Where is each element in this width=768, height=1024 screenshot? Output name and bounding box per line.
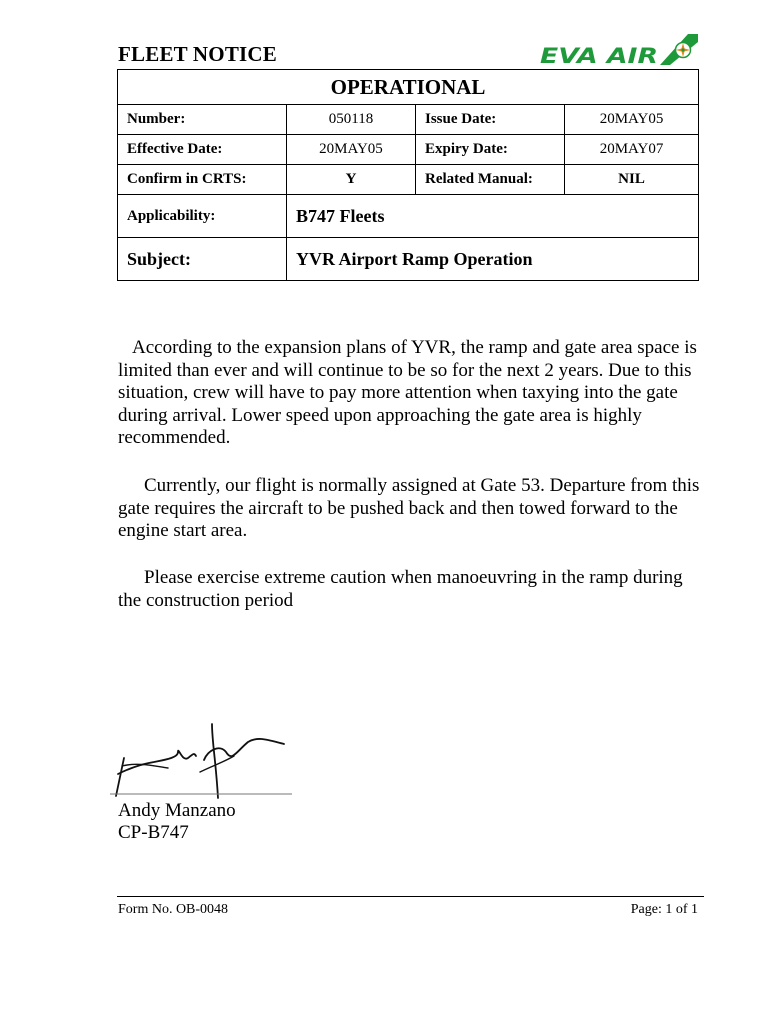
applicability-value: B747 Fleets	[287, 195, 699, 238]
table-row	[118, 135, 699, 165]
notice-type: OPERATIONAL	[118, 70, 699, 105]
body-paragraph: Currently, our flight is normally assigned at Gate 53. Departure from this gate requires the aircraft to be pushed back and then towed forward to the engine start area.	[118, 475, 700, 541]
subject-label: Subject:	[118, 238, 287, 281]
subject-value: YVR Airport Ramp Operation	[287, 238, 699, 281]
table-row	[118, 195, 699, 238]
related-manual-label: Related Manual:	[416, 165, 565, 195]
expiry-date-value: 20MAY07	[565, 135, 699, 165]
logo-wordmark: EVA AIR	[540, 44, 658, 68]
body-paragraph: According to the expansion plans of YVR, the ramp and gate area space is limited than ever and will continue to be so for the next 2 years. Due to this situation, crew will have to pay more attention when taxying into the gate during arrival. Lower speed upon approaching the gate area is highly recommended.	[118, 337, 697, 448]
signature-image	[108, 722, 298, 802]
eva-air-logo	[538, 30, 700, 70]
related-manual-value: NIL	[565, 165, 699, 195]
issue-date-value: 20MAY05	[565, 105, 699, 135]
signatory-name: Andy Manzano	[118, 800, 236, 821]
effective-date-label: Effective Date:	[118, 135, 287, 165]
notice-info-table	[117, 69, 699, 281]
logo-emblem-icon	[660, 34, 698, 65]
number-label: Number:	[118, 105, 287, 135]
confirm-crts-label: Confirm in CRTS:	[118, 165, 287, 195]
table-row	[118, 238, 699, 281]
footer-divider	[117, 896, 704, 897]
form-number: Form No. OB-0048	[118, 902, 229, 917]
effective-date-value: 20MAY05	[287, 135, 416, 165]
notice-title: FLEET NOTICE	[118, 42, 277, 66]
table-row	[118, 105, 699, 135]
body-paragraph: Please exercise extreme caution when manoeuvring in the ramp during the construction period	[118, 567, 683, 611]
page-number: Page: 1 of 1	[630, 902, 698, 917]
notice-type-row	[118, 70, 699, 105]
table-row	[118, 165, 699, 195]
signatory-title: CP-B747	[118, 822, 189, 843]
issue-date-label: Issue Date:	[416, 105, 565, 135]
number-value: 050118	[287, 105, 416, 135]
applicability-label: Applicability:	[118, 195, 287, 238]
expiry-date-label: Expiry Date:	[416, 135, 565, 165]
confirm-crts-value: Y	[287, 165, 416, 195]
